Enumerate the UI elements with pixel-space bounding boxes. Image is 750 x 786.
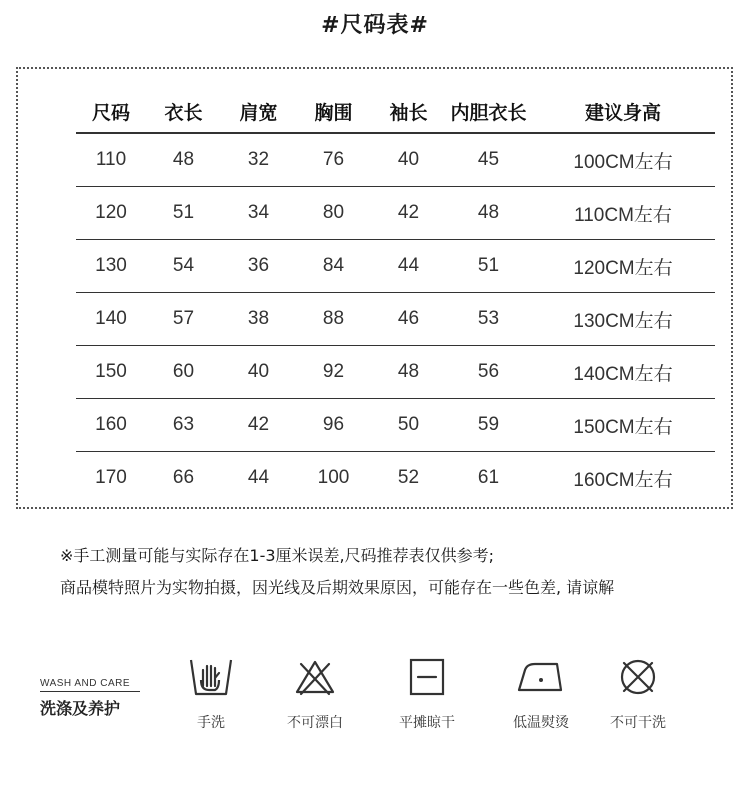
note-line-1: ※手工测量可能与实际存在1-3厘米误差,尺码推荐表仅供参考; bbox=[60, 546, 495, 565]
table-cell: 51 bbox=[146, 187, 221, 240]
header-shoulder: 肩宽 bbox=[221, 90, 296, 133]
table-cell: 61 bbox=[477, 467, 500, 488]
table-cell: 60 bbox=[146, 346, 221, 399]
table-cell: 44 bbox=[371, 240, 446, 293]
header-height: 建议身高 bbox=[531, 90, 715, 133]
table-cell: 32 bbox=[221, 133, 296, 187]
care-label-hand-wash: 手洗 bbox=[197, 715, 225, 731]
header-sleeve: 袖长 bbox=[371, 90, 446, 133]
table-row bbox=[76, 187, 715, 240]
header-size: 尺码 bbox=[76, 90, 146, 133]
table-cell: 51 bbox=[446, 240, 531, 293]
low-iron-icon bbox=[513, 656, 569, 700]
table-cell: 42 bbox=[221, 399, 296, 452]
care-item-hand-wash bbox=[166, 656, 256, 732]
care-title-en: WASH AND CARE bbox=[40, 678, 140, 692]
table-cell: 92 bbox=[296, 346, 371, 399]
table-cell: 45 bbox=[446, 133, 531, 187]
table-row bbox=[76, 293, 715, 346]
table-cell: 160CM左右 bbox=[573, 469, 673, 491]
table-cell: 130CM左右 bbox=[531, 293, 715, 346]
care-label-flat-dry: 平摊晾干 bbox=[399, 715, 455, 731]
table-cell: 42 bbox=[371, 187, 446, 240]
size-chart-box bbox=[16, 67, 733, 509]
table-cell: 48 bbox=[446, 187, 531, 240]
table-row bbox=[76, 346, 715, 399]
care-item-no-dry-clean bbox=[593, 656, 683, 732]
table-cell: 48 bbox=[146, 133, 221, 187]
table-cell: 44 bbox=[247, 467, 270, 488]
care-item-flat-dry bbox=[382, 656, 472, 732]
page-title: #尺码表# bbox=[321, 13, 429, 38]
table-cell: 63 bbox=[146, 399, 221, 452]
table-cell: 150 bbox=[76, 346, 146, 399]
measurement-notes bbox=[60, 540, 740, 604]
table-row bbox=[76, 133, 715, 187]
table-cell: 100CM左右 bbox=[531, 133, 715, 187]
table-cell: 38 bbox=[221, 293, 296, 346]
header-length: 衣长 bbox=[146, 90, 221, 133]
table-cell: 40 bbox=[371, 133, 446, 187]
no-dry-clean-icon bbox=[614, 656, 662, 700]
note-line-2: 商品模特照片为实物拍摄，因光线及后期效果原因，可能存在一些色差, 请谅解 bbox=[60, 578, 615, 597]
table-cell: 80 bbox=[296, 187, 371, 240]
table-row bbox=[76, 240, 715, 293]
care-label-no-dry-clean: 不可干洗 bbox=[610, 715, 666, 731]
table-cell: 110CM左右 bbox=[531, 187, 715, 240]
table-cell: 48 bbox=[371, 346, 446, 399]
table-cell: 52 bbox=[397, 467, 420, 488]
care-title bbox=[40, 678, 140, 719]
table-cell: 96 bbox=[296, 399, 371, 452]
table-cell: 36 bbox=[221, 240, 296, 293]
table-cell: 150CM左右 bbox=[531, 399, 715, 452]
header-lining-length: 内胆衣长 bbox=[446, 90, 531, 133]
table-cell: 120 bbox=[76, 187, 146, 240]
table-cell: 50 bbox=[371, 399, 446, 452]
table-cell: 84 bbox=[296, 240, 371, 293]
table-cell: 140CM左右 bbox=[531, 346, 715, 399]
table-cell: 170 bbox=[95, 467, 127, 488]
table-cell: 130 bbox=[76, 240, 146, 293]
table-cell: 110 bbox=[76, 133, 146, 187]
table-cell: 56 bbox=[446, 346, 531, 399]
table-cell: 76 bbox=[296, 133, 371, 187]
table-row bbox=[76, 452, 715, 505]
table-cell: 66 bbox=[172, 467, 195, 488]
table-cell: 160 bbox=[76, 399, 146, 452]
care-title-cn: 洗涤及养护 bbox=[40, 699, 121, 718]
table-cell: 57 bbox=[146, 293, 221, 346]
table-cell: 100 bbox=[317, 467, 350, 488]
no-bleach-icon bbox=[291, 656, 339, 700]
table-header-row bbox=[76, 90, 715, 133]
care-item-no-bleach bbox=[270, 656, 360, 732]
hand-wash-icon bbox=[187, 656, 235, 700]
table-cell: 54 bbox=[146, 240, 221, 293]
header-chest: 胸围 bbox=[296, 90, 371, 133]
table-cell: 140 bbox=[76, 293, 146, 346]
table-cell: 88 bbox=[296, 293, 371, 346]
table-cell: 46 bbox=[371, 293, 446, 346]
table-cell: 34 bbox=[221, 187, 296, 240]
size-chart-table bbox=[76, 90, 715, 504]
care-label-no-bleach: 不可漂白 bbox=[287, 715, 343, 731]
table-cell: 53 bbox=[446, 293, 531, 346]
table-cell: 120CM左右 bbox=[531, 240, 715, 293]
care-item-low-iron bbox=[496, 656, 586, 732]
table-cell: 40 bbox=[221, 346, 296, 399]
care-label-low-iron: 低温熨烫 bbox=[513, 715, 569, 731]
flat-dry-icon bbox=[403, 656, 451, 700]
table-cell: 59 bbox=[446, 399, 531, 452]
table-row bbox=[76, 399, 715, 452]
